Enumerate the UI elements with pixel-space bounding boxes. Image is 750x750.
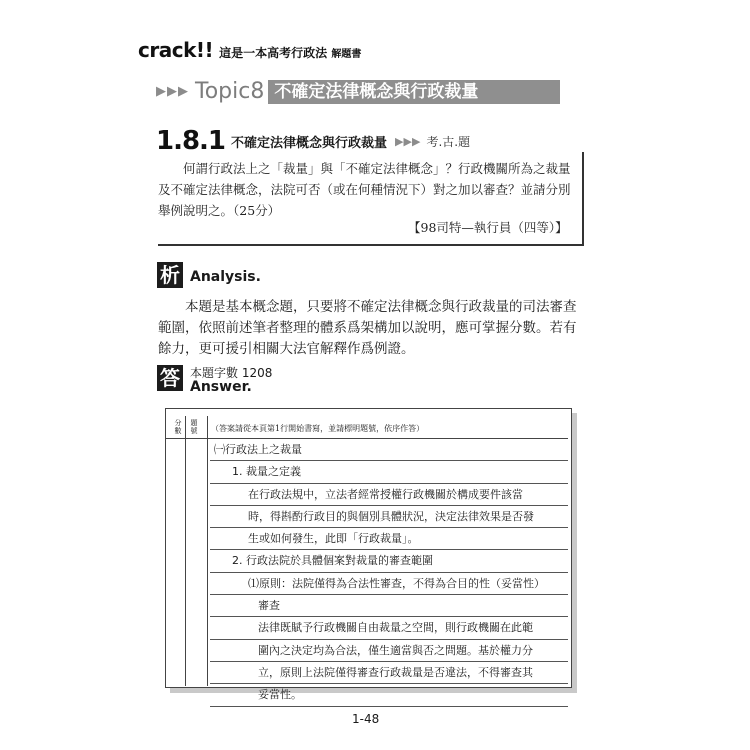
- question-source: 【98司特—執行員（四等）】: [408, 220, 568, 235]
- analysis-text: 本題是基本概念題，只要將不確定法律概念與行政裁量的司法審查範圍，依照前述筆者整理的體系爲架構加以說明，應可掌握分數。若有餘力，更可援引相關大法官解釋作爲例證。: [158, 299, 577, 357]
- analysis-icon: 析: [157, 262, 183, 288]
- answer-line: 審查: [210, 595, 568, 617]
- column-divider: [207, 416, 208, 686]
- triple-arrow-icon: ▶▶▶: [395, 134, 421, 148]
- score-column-header: 分數: [174, 419, 182, 435]
- answer-line: 妥當性。: [210, 684, 568, 706]
- answer-line: 時，得斟酌行政目的與個別具體狀況，決定法律效果是否發: [210, 506, 568, 528]
- answer-line: 法律既賦予行政機關自由裁量之空間，則行政機關在此範: [210, 617, 568, 639]
- section-number: 1.8.1: [156, 126, 226, 156]
- topic-title: 不確定法律概念與行政裁量: [268, 80, 560, 104]
- question-number-column-header: 題號: [190, 419, 198, 435]
- answer-icon: 答: [157, 365, 183, 391]
- section-title: 不確定法律概念與行政裁量: [231, 135, 388, 151]
- answer-line: 生或如何發生，此即「行政裁量」。: [210, 528, 568, 550]
- answer-lines: [210, 439, 568, 707]
- answer-line: 圍內之決定均為合法，僅生適當與否之問題。基於權力分: [210, 640, 568, 662]
- page-number: 1-48: [352, 712, 380, 726]
- answer-line: ⑴原則：法院僅得為合法性審查，不得為合目的性（妥當性）: [210, 573, 568, 595]
- brand-logo: crack!!: [138, 38, 214, 62]
- topic-banner: [156, 79, 560, 104]
- book-title-sub: 解題書: [331, 49, 362, 60]
- topic-label: Topic8: [195, 79, 265, 104]
- column-divider: [185, 416, 186, 686]
- triple-arrow-icon: ▶▶▶: [156, 84, 189, 99]
- answer-sheet-instruction: （答案請從本頁第1行開始書寫，並請標明題號，依序作答）: [211, 424, 425, 433]
- answer-word-count: 本題字數 1208: [190, 366, 273, 380]
- answer-label: Answer.: [190, 379, 252, 395]
- answer-line: 在行政法規中，立法者經常授權行政機關於構成要件該當: [210, 484, 568, 506]
- answer-line: 立，原則上法院僅得審查行政裁量是否違法，不得審查其: [210, 662, 568, 684]
- book-title: [219, 44, 361, 61]
- answer-line: 1. 裁量之定義: [210, 461, 568, 483]
- analysis-label: Analysis.: [190, 269, 261, 285]
- section-tag: 考.古.題: [426, 134, 471, 149]
- book-title-main: 這是一本高考行政法: [219, 46, 328, 60]
- book-brand: [138, 38, 361, 62]
- question-text: 何謂行政法上之「裁量」與「不確定法律概念」？行政機關所為之裁量及不確定法律概念，法院可否（或在何種情況下）對之加以審查？並請分別舉例說明之。（25分）: [158, 161, 571, 218]
- answer-line: 2. 行政法院於具體個案對裁量的審查範圍: [210, 550, 568, 572]
- answer-line: ㈠行政法上之裁量: [210, 439, 568, 461]
